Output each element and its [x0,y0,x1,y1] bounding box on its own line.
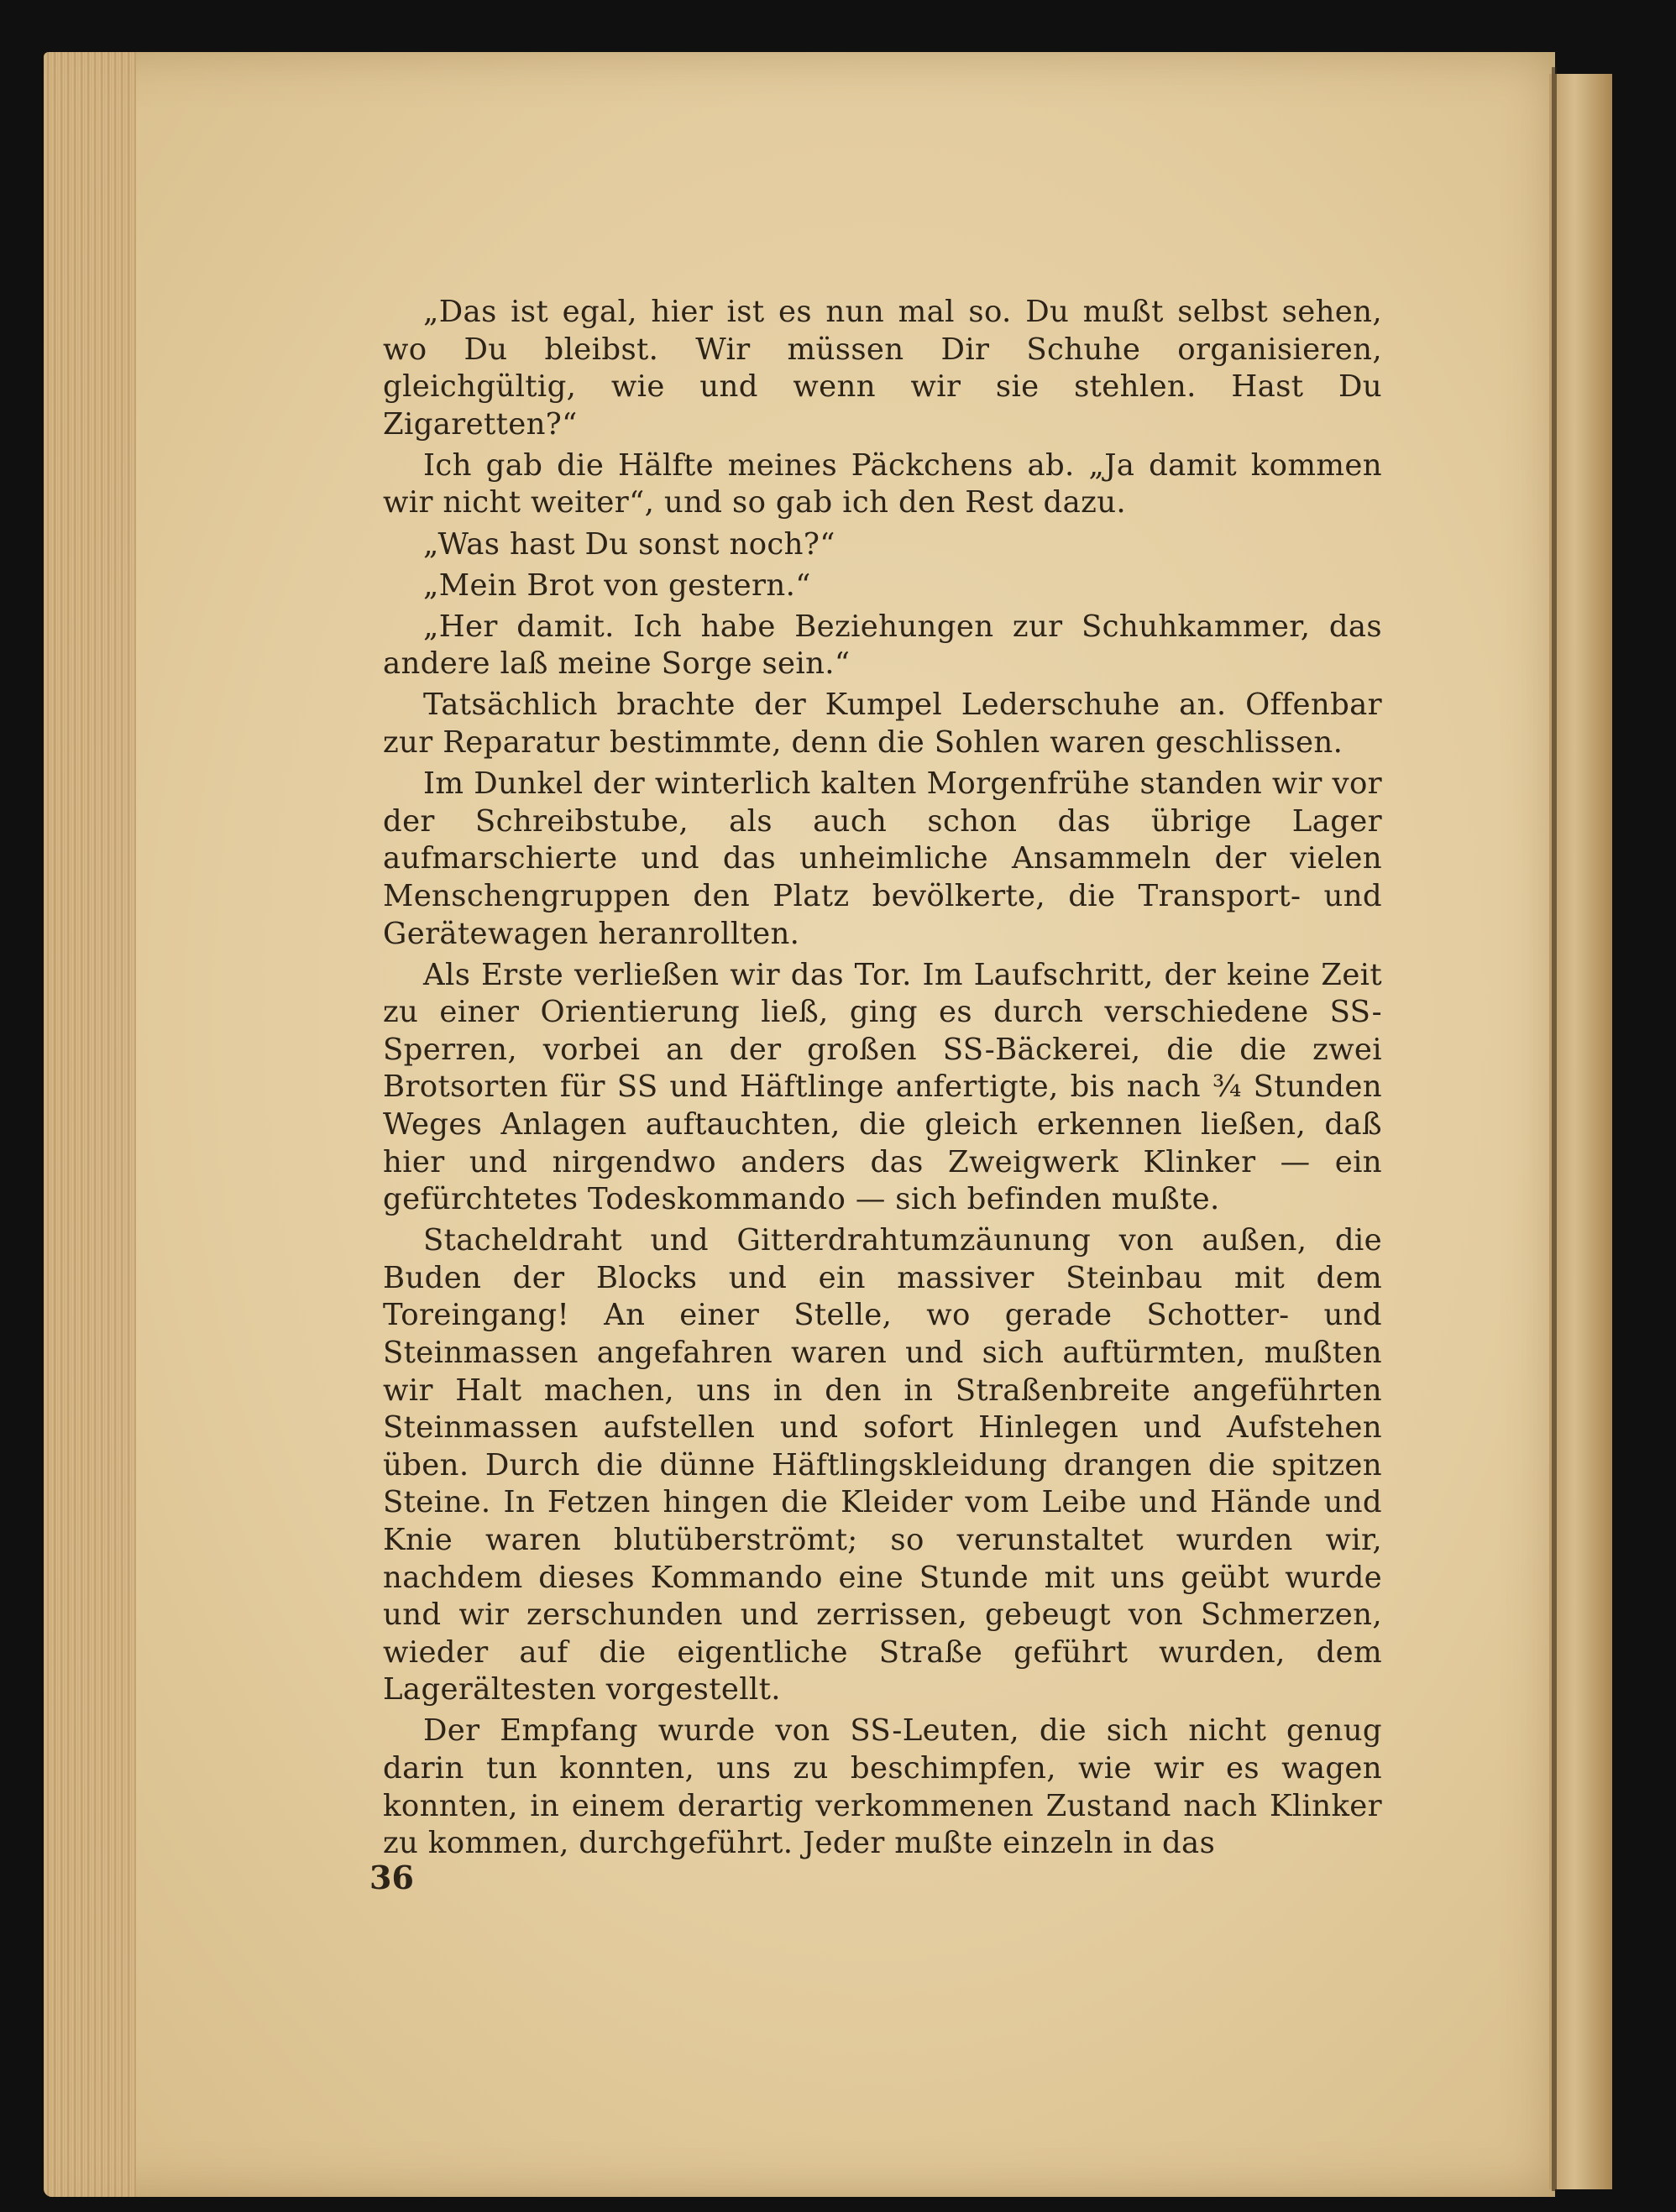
paragraph: „Mein Brot von gestern.“ [423,567,811,603]
paragraph: Ich gab die Hälfte meines Päckchens ab. „Ja damit kommen wir nicht weiter“, und so gab ich den Rest dazu. [383,447,1382,520]
page-number: 36 [369,1859,414,1896]
paragraph: Im Dunkel der winterlich kalten Morgenfrühe standen wir vor der Schreibstube, als auch schon das übrige Lager aufmarschierte und das unheimliche Ansammeln der vielen Menschengruppen den Platz bevölkerte, die Transport- und Gerätewagen heranrollten. [383,766,1382,951]
paragraph: Stacheldraht und Gitterdrahtumzäunung von außen, die Buden der Blocks und ein massiver Steinbau mit dem Toreingang! An einer Stelle, wo gerade Schotter- und Steinmassen angefahren waren und sich auftürmten, mußten wir Halt machen, uns in den in Straßenbreite angeführten Steinmassen aufstellen und sofort Hinlegen und Aufstehen üben. Durch die dünne Häftlingskleidung drangen die spitzen Steine. In Fetzen hingen die Kleider vom Leibe und Hände und Knie waren blutüberströmt; so verunstaltet wurden wir, nachdem dieses Kommando eine Stunde mit uns geübt wurde und wir zerschunden und zerrissen, gebeugt von Schmerzen, wieder auf die eigentliche Straße geführt wurden, dem Lagerältesten vorgestellt. [383,1223,1382,1707]
paragraph: Als Erste verließen wir das Tor. Im Laufschritt, der keine Zeit zu einer Orientierung ließ, ging es durch verschiedene SS-Sperren, vorbei an der großen SS-Bäckerei, die die zwei Brotsorten für SS und Häftlinge anfertigte, bis nach ¾ Stunden Weges Anlagen auftauchten, die gleich erkennen ließen, daß hier und nirgendwo anders das Zweigwerk Klinker — ein gefürchtetes Todeskommando — sich befinden mußte. [383,957,1382,1217]
page-edges [44,52,136,2197]
gutter-shadow [1552,67,1557,2191]
body-text [383,294,1382,1866]
book-gutter [1549,74,1612,2189]
paragraph: Der Empfang wurde von SS-Leuten, die sich nicht genug darin tun konnten, uns zu beschimpfen, wie wir es wagen konnten, in einem derartig verkommenen Zustand nach Klinker zu kommen, durchgeführt. Jeder mußte einzeln in das [383,1713,1382,1861]
paragraph: Tatsächlich brachte der Kumpel Lederschuhe an. Offenbar zur Reparatur bestimmte, denn die Sohlen waren geschlissen. [383,688,1382,761]
paragraph: „Was hast Du sonst noch?“ [423,526,835,562]
paragraph: „Her damit. Ich habe Beziehungen zur Schuhkammer, das andere laß meine Sorge sein.“ [383,609,1382,682]
paragraph: „Das ist egal, hier ist es nun mal so. Du mußt selbst sehen, wo Du bleibst. Wir müssen Dir Schuhe organisieren, gleichgültig, wie und wenn wir sie stehlen. Hast Du Zigaretten?“ [383,295,1382,442]
